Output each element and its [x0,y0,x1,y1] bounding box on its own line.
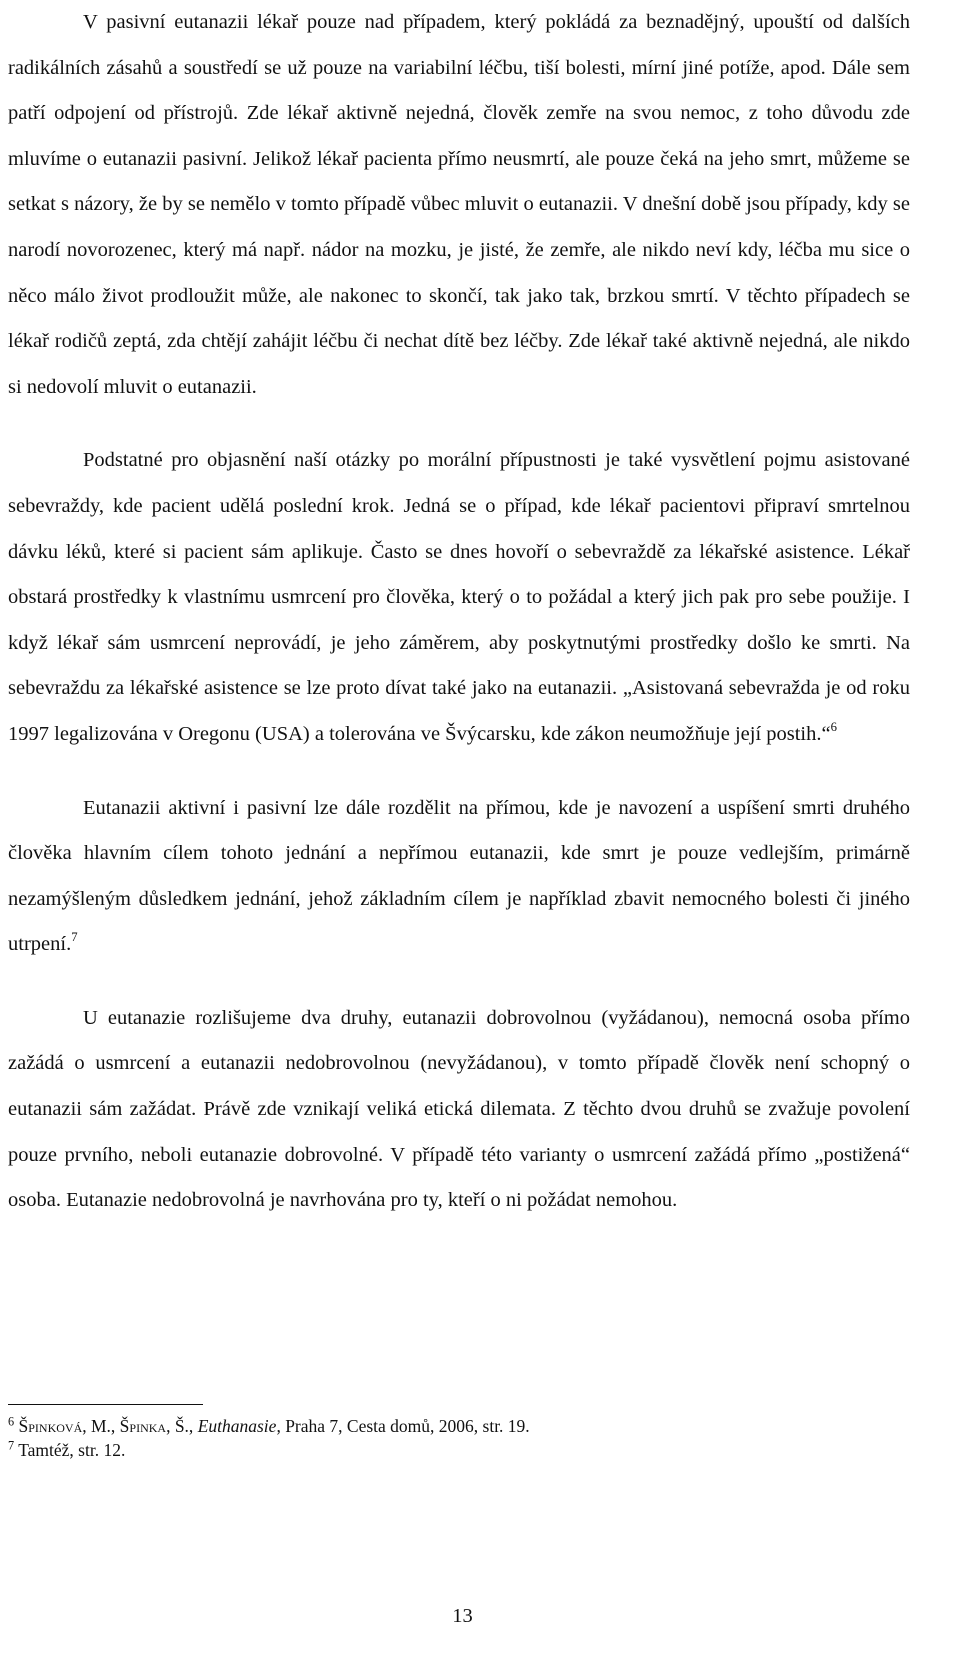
body-text [8,0,910,1224]
footnote [8,1438,910,1462]
footnote-reference[interactable]: 7 [71,930,78,945]
paragraph [8,996,910,1224]
footnote-book-title: Euthanasie [197,1416,277,1436]
paragraph-text: Eutanazii aktivní i pasivní lze dále rozdělit na přímou, kde je navození a uspíšení smrti druhého člověka hlavním cílem tohoto jednání a nepřímou eutanazii, kde smrt je pouze vedlejším, primárně nezamýšleným důsledkem jednání, jehož základním cílem je například zbavit nemocného bolesti či jiného utrpení. [8,796,910,956]
paragraph-text: V pasivní eutanazii lékař pouze nad případem, který pokládá za beznadějný, upouští od dalších radikálních zásahů a soustředí se už pouze na variabilní léčbu, tiší bolesti, mírní jiné potíže, apod. Dále sem patří odpojení od přístrojů. Zde lékař aktivně nejedná, člověk zemře na svou nemoc, z toho důvodu zde mluvíme o eutanazii pasivní. Jelikož lékař pacienta přímo neusmrtí, ale pouze čeká na jeho smrt, můžeme se setkat s názory, že by se nemělo v tomto případě vůbec mluvit o eutanazii. V dnešní době jsou případy, kdy se narodí novorozenec, který má např. nádor na mozku, je jisté, že zemře, ale nikdo neví kdy, léčba mu sice o něco málo život prodloužit může, ale nakonec to skončí, tak jako tak, brzkou smrtí. V těchto případech se lékař rodičů zeptá, zda chtějí zahájit léčbu či nechat dítě bez léčby. Zde lékař také aktivně nejedná, ale nikdo si nedovolí mluvit o eutanazii. [8,11,910,398]
footnote-reference[interactable]: 6 [830,720,837,735]
paragraph [8,0,910,410]
footnote-number: 6 [8,1414,15,1429]
footnote [8,1414,910,1438]
footnote-number: 7 [8,1438,15,1453]
paragraph [8,786,910,968]
footnote-author: Špinka [119,1416,167,1436]
footnote-text: , Praha 7, Cesta domů, 2006, str. 19. [276,1416,530,1436]
footnotes [8,1414,910,1462]
footnote-author: Špinková [18,1416,83,1436]
footnote-text: Tamtéž, str. 12. [18,1440,126,1460]
page-number: 13 [452,1605,473,1627]
paragraph-text: U eutanazie rozlišujeme dva druhy, eutanazii dobrovolnou (vyžádanou), nemocná osoba přímo zažádá o usmrcení a eutanazii nedobrovolnou (nevyžádanou), v tomto případě člověk není schopný o eutanazii sám zažádat. Právě zde vznikají veliká etická dilemata. Z těchto dvou druhů se zvažuje povolení pouze prvního, neboli eutanazie dobrovolné. V případě této varianty o usmrcení zažádá přímo „postižená“ osoba. Eutanazie nedobrovolná je navrhována pro ty, kteří o ni požádat nemohou. [8,1006,910,1212]
footnote-text: , M., [82,1416,120,1436]
paragraph-text: Podstatné pro objasnění naší otázky po morální přípustnosti je také vysvětlení pojmu asistované sebevraždy, kde pacient udělá poslední krok. Jedná se o případ, kde lékař pacientovi připraví smrtelnou dávku léků, které si pacient sám aplikuje. Často se dnes hovoří o sebevraždě za lékařské asistence. Lékař obstará prostředky k vlastnímu usmrcení pro člověka, který o to požádal a který jich pak pro sebe použije. I když lékař sám usmrcení neprovádí, je jeho záměrem, aby poskytnutými prostředky došlo ke smrti. Na sebevraždu za lékařské asistence se lze proto dívat také jako na eutanazii. „Asistovaná sebevražda je od roku 1997 legalizována v Oregonu (USA) a tolerována ve Švýcarsku, kde zákon neumožňuje její postih.“ [8,449,910,745]
footnote-separator [8,1404,203,1405]
paragraph [8,438,910,757]
footnote-text: , Š., [166,1416,198,1436]
